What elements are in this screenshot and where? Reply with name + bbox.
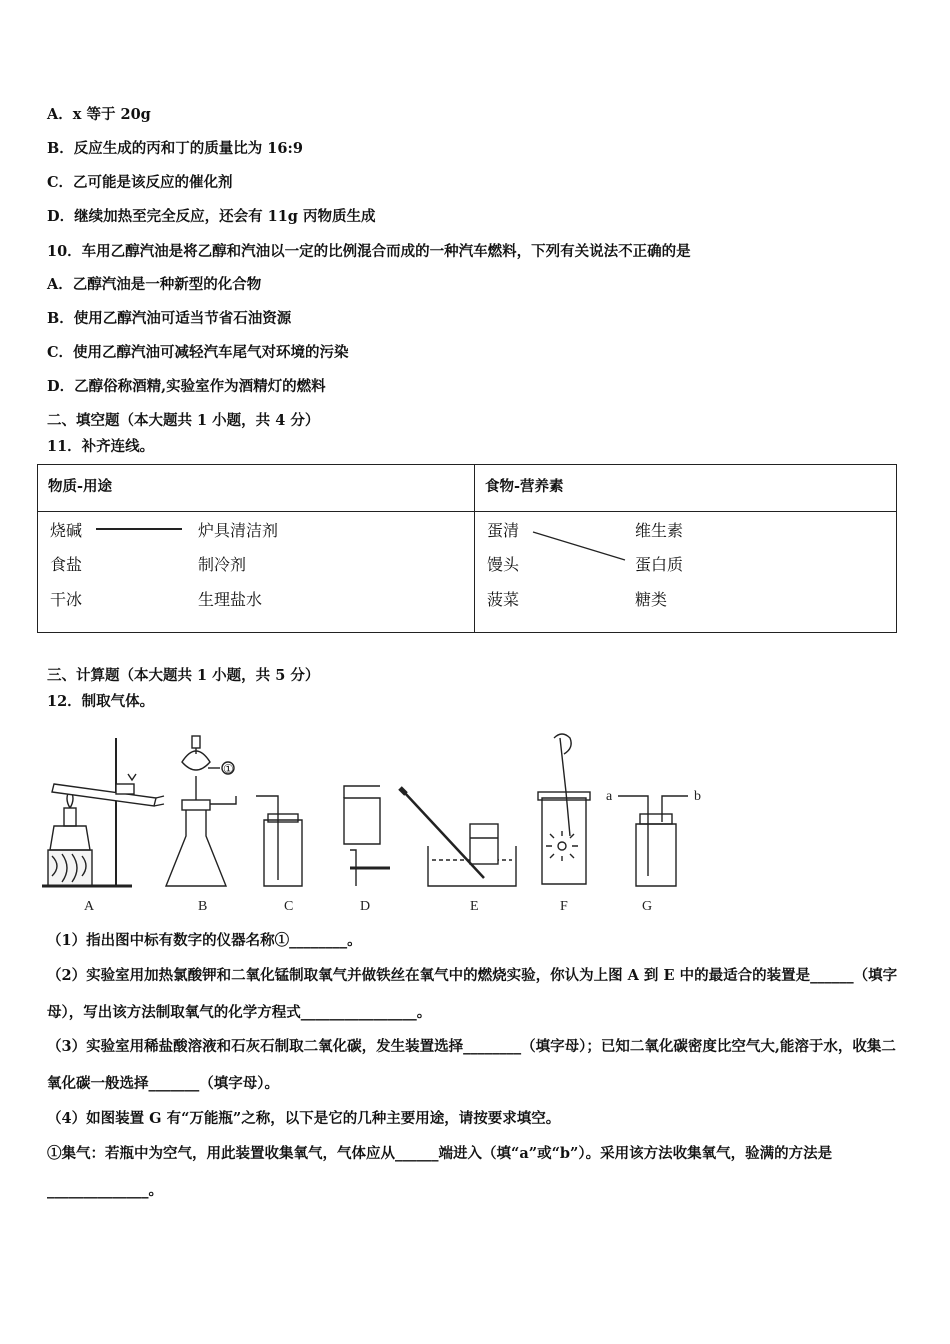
apparatus-d xyxy=(344,786,390,886)
connector-line xyxy=(96,528,182,530)
label-e: E xyxy=(470,899,479,914)
question-11: 11．补齐连线。 xyxy=(47,438,155,455)
section-2-title: 二、填空题（本大题共 1 小题，共 4 分） xyxy=(47,412,320,429)
label-c: C xyxy=(284,899,294,914)
option-9a: A．x 等于 20g xyxy=(47,106,151,123)
left-cell xyxy=(38,512,475,633)
port-a-label: a xyxy=(606,789,613,804)
left-header: 物质-用途 xyxy=(38,465,475,512)
apparatus-b xyxy=(166,736,236,886)
right-nutrient: 维生素 xyxy=(635,521,684,540)
apparatus-figure xyxy=(40,726,740,916)
option-9b: B．反应生成的丙和丁的质量比为 16:9 xyxy=(47,140,303,157)
apparatus-e xyxy=(400,788,516,886)
right-food: 馒头 xyxy=(487,555,520,574)
option-10b: B．使用乙醇汽油可适当节省石油资源 xyxy=(47,310,292,327)
question-10-stem: 10．车用乙醇汽油是将乙醇和汽油以一定的比例混合而成的一种汽车燃料，下列有关说法不正确的是 xyxy=(47,243,691,260)
label-g: G xyxy=(642,899,653,914)
q12-part-4-1: ①集气：若瓶中为空气，用此装置收集氧气，气体应从______端进入（填“a”或“b”）。采用该方法收集氧气，验满的方法是______________。 xyxy=(47,1145,833,1199)
section-3-title: 三、计算题（本大题共 1 小题，共 5 分） xyxy=(47,667,320,684)
right-nutrient: 糖类 xyxy=(635,590,668,609)
right-cell xyxy=(475,512,897,633)
option-10c: C．使用乙醇汽油可减轻汽车尾气对环境的污染 xyxy=(47,344,349,361)
apparatus-g xyxy=(618,796,688,886)
left-substance: 食盐 xyxy=(50,555,83,574)
label-b: B xyxy=(198,899,208,914)
label-a: A xyxy=(84,899,95,914)
option-10d: D．乙醇俗称酒精,实验室作为酒精灯的燃料 xyxy=(47,378,326,395)
label-f: F xyxy=(560,899,568,914)
left-use: 炉具清洁剂 xyxy=(198,521,279,540)
port-b-label: b xyxy=(694,789,701,804)
marker-1: ① xyxy=(223,762,234,776)
q12-part-3: （3）实验室用稀盐酸溶液和石灰石制取二氧化碳，发生装置选择________（填字母）；已知二氧化碳密度比空气大,能溶于水，收集二氧化碳一般选择_______（填字母）。 xyxy=(47,1038,896,1092)
matching-table xyxy=(37,464,897,633)
q12-part-1: （1）指出图中标有数字的仪器名称①________。 xyxy=(47,932,362,949)
apparatus-f xyxy=(538,734,590,884)
left-use: 制冷剂 xyxy=(198,555,247,574)
right-header: 食物-营养素 xyxy=(475,465,897,512)
apparatus-a xyxy=(42,738,164,886)
option-9c: C．乙可能是该反应的催化剂 xyxy=(47,174,233,191)
right-food: 蛋清 xyxy=(487,521,520,540)
q12-part-2: （2）实验室用加热氯酸钾和二氧化锰制取氧气并做铁丝在氧气中的燃烧实验，你认为上图 A 到 E 中的最适合的装置是______（填字母），写出该方法制取氧气的化学方程式________________。 xyxy=(47,967,898,1021)
q12-part-4: （4）如图装置 G 有“万能瓶”之称，以下是它的几种主要用途，请按要求填空。 xyxy=(47,1110,561,1127)
right-food: 菠菜 xyxy=(487,590,520,609)
option-9d: D．继续加热至完全反应，还会有 11g 丙物质生成 xyxy=(47,208,376,225)
question-12: 12．制取气体。 xyxy=(47,693,155,710)
left-use: 生理盐水 xyxy=(198,590,263,609)
left-substance: 干冰 xyxy=(50,590,83,609)
right-nutrient: 蛋白质 xyxy=(635,555,684,574)
connector-line xyxy=(475,512,675,572)
left-substance: 烧碱 xyxy=(50,521,83,540)
apparatus-c xyxy=(256,796,302,886)
label-d: D xyxy=(360,899,371,914)
option-10a: A．乙醇汽油是一种新型的化合物 xyxy=(47,276,262,293)
